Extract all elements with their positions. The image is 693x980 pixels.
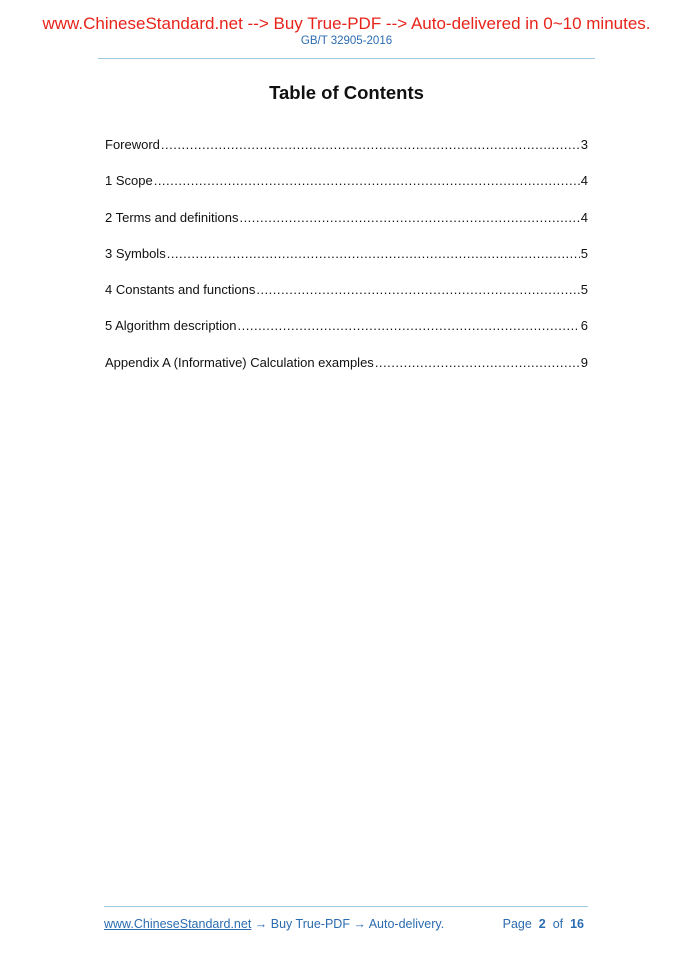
arrow-right-icon: → — [251, 917, 271, 931]
toc-entry-algorithm-description[interactable] — [105, 318, 588, 354]
page-number — [503, 916, 584, 932]
page-title: Table of Contents — [269, 82, 424, 103]
page-footer — [104, 916, 588, 932]
toc-entry-label: 5 Algorithm description — [105, 318, 237, 334]
toc-entry-page: 6 — [580, 318, 588, 334]
footer-divider — [104, 906, 588, 907]
dot-leader — [167, 246, 580, 261]
toc-entry-page: 4 — [580, 173, 588, 189]
dot-leader — [239, 210, 579, 225]
toc-entry-label: Appendix A (Informative) Calculation examples — [105, 354, 374, 370]
toc-entry-page: 5 — [580, 245, 588, 261]
current-page-number: 2 — [538, 917, 546, 931]
dot-leader — [161, 137, 580, 152]
toc-entry-page: 3 — [580, 137, 588, 152]
toc-entry-scope[interactable] — [105, 173, 588, 209]
toc-entry-appendix-a[interactable] — [105, 355, 588, 391]
toc-entry-terms-and-definitions[interactable] — [105, 210, 588, 246]
toc-entry-page: 4 — [580, 209, 588, 225]
top-banner[interactable]: www.ChineseStandard.net --> Buy True-PDF --> Auto-delivered in 0~10 minutes. — [42, 14, 651, 33]
document-id: GB/T 32905-2016 — [300, 35, 393, 47]
page-word: Page — [502, 917, 532, 931]
toc-entry-symbols[interactable] — [105, 246, 588, 282]
toc-entry-label: 1 Scope — [105, 173, 153, 189]
footer-buy-text: Buy True-PDF — [270, 917, 350, 931]
footer-delivery-text: Auto-delivery. — [368, 917, 445, 931]
page-of-word: of — [552, 917, 564, 931]
dot-leader — [375, 355, 580, 370]
dot-leader — [238, 318, 580, 333]
toc-entry-page: 9 — [580, 354, 588, 370]
toc-entry-page: 5 — [580, 282, 588, 298]
total-pages-number: 16 — [570, 917, 584, 931]
header-divider — [98, 58, 595, 59]
toc-entry-label: 3 Symbols — [105, 245, 166, 261]
table-of-contents — [105, 137, 588, 391]
toc-entry-label: 2 Terms and definitions — [105, 209, 239, 225]
toc-entry-foreword[interactable] — [105, 137, 588, 173]
footer-site-link[interactable]: www.ChineseStandard.net — [104, 917, 252, 931]
toc-entry-label: 4 Constants and functions — [105, 282, 256, 298]
toc-entry-constants-and-functions[interactable] — [105, 282, 588, 318]
dot-leader — [256, 282, 579, 297]
arrow-right-icon: → — [349, 917, 369, 931]
toc-entry-label: Foreword — [105, 137, 160, 152]
dot-leader — [154, 173, 580, 188]
